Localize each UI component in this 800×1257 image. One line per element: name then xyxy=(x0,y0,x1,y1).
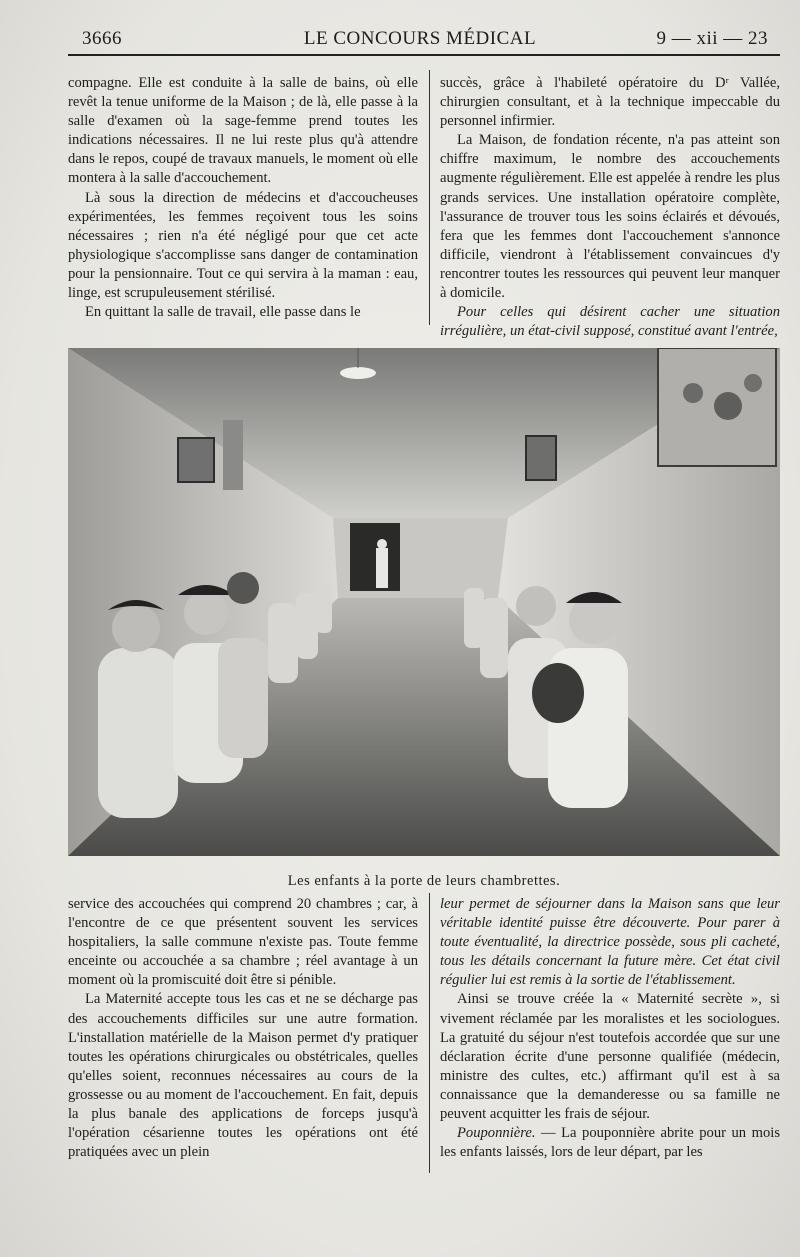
column-left-top xyxy=(68,74,418,322)
paragraph: succès, grâce à l'habileté opératoire du Dʳ Vallée, chirurgien consultant, et à la technique impeccable du personnel infirmier. xyxy=(440,75,780,130)
paragraph-italic: Pour celles qui désirent cacher une situation irrégulière, un état-civil supposé, constitué avant l'entrée, xyxy=(440,304,780,340)
header-rule xyxy=(68,54,780,56)
paragraph: En quittant la salle de travail, elle passe dans le xyxy=(85,304,361,321)
paragraph: Ainsi se trouve créée la « Maternité secrète », si vivement réclamée par les moralistes et les sociologues. La gratuité du séjour n'est toutefois accordée que sur une déclaration écrite d'une personne qualifiée (médecin, ministre des cultes, etc.) affirmant qu'il est à sa connaissance que la demanderesse ou sa famille ne peuvent acquitter les frais de séjour. xyxy=(440,991,780,1123)
column-right-top xyxy=(440,74,780,341)
paragraph: Là sous la direction de médecins et d'accoucheuses expérimentées, les femmes reçoivent tous les soins nécessaires ; rien n'a été négligé pour que cet acte physiologique s'accomplisse sans danger de contamination pour la pensionnaire. Tout ce qui servira à la maman : eau, linge, est scrupuleusement stérilisé. xyxy=(68,189,418,302)
page-header xyxy=(60,24,780,54)
column-divider xyxy=(429,70,430,325)
journal-title: LE CONCOURS MÉDICAL xyxy=(303,28,537,49)
paragraph: service des accouchées qui comprend 20 chambres ; car, à l'encontre de ce que présentent souvent les services hospitaliers, la salle commune n'existe pas. Toute femme enceinte ou accouchée a sa chambre ; réel avantage à un moment où la promiscuité doit être si pénible. xyxy=(68,896,418,989)
paragraph: La Maternité accepte tous les cas et ne se décharge pas des accouchements difficiles sur une autre formation. L'installation matérielle de la Maison permet d'y pratiquer toutes les opérations chirurgicales ou obstétricales, quelles qu'elles soient, reconnues nécessaires au cours de la grossesse ou au moment de l'accouchement. En fait, depuis la plus banale des applications de forceps jusqu'à l'opération césarienne toutes les opérations ont été pratiquées avec un plein xyxy=(68,991,418,1161)
column-divider xyxy=(429,893,430,1173)
paragraph xyxy=(440,1124,780,1162)
issue-date: 9 — xii — 23 xyxy=(656,28,768,49)
paragraph-italic: leur permet de séjourner dans la Maison sans que leur véritable identité puisse être découverte. Pour parer à toute éventualité, la directrice possède, sous pli cacheté, tous les détails concernant la future mère. Cet état civil régulier lui est remis à la sortie de l'établissement. xyxy=(440,896,780,989)
corridor-photograph xyxy=(68,348,780,856)
paragraph-text: — La pouponnière abrite pour un mois les enfants laissés, lors de leur départ, par les xyxy=(440,1125,780,1161)
column-left-bottom xyxy=(68,895,418,1162)
column-right-bottom xyxy=(440,895,780,1162)
section-label: Pouponnière. xyxy=(457,1125,536,1142)
photo-illustration xyxy=(68,348,780,856)
paragraph: La Maison, de fondation récente, n'a pas atteint son chiffre maximum, le nombre des accouchements augmente régulièrement. Elle est appelée à rendre les plus grands services. Une installation opératoire complète, l'assurance de trouver tous les soins éclairés et dévoués, fera que les femmes dont l'accouchement s'annonce difficile, viendront à l'établissement convaincues d'y rencontrer toutes les ressources qui peuvent leur manquer à domicile. xyxy=(440,132,780,302)
paragraph: compagne. Elle est conduite à la salle de bains, où elle revêt la tenue uniforme de la Maison ; de là, elle passe à la salle d'examen où la sage-femme prend toutes les indications nécessaires. Il ne lui reste plus qu'à attendre dans le repos, coupé de travaux manuels, le moment où elle montera à la salle d'accouchement. xyxy=(68,75,418,187)
photo-caption: Les enfants à la porte de leurs chambrettes. xyxy=(287,873,561,889)
page-number: 3666 xyxy=(82,28,122,49)
